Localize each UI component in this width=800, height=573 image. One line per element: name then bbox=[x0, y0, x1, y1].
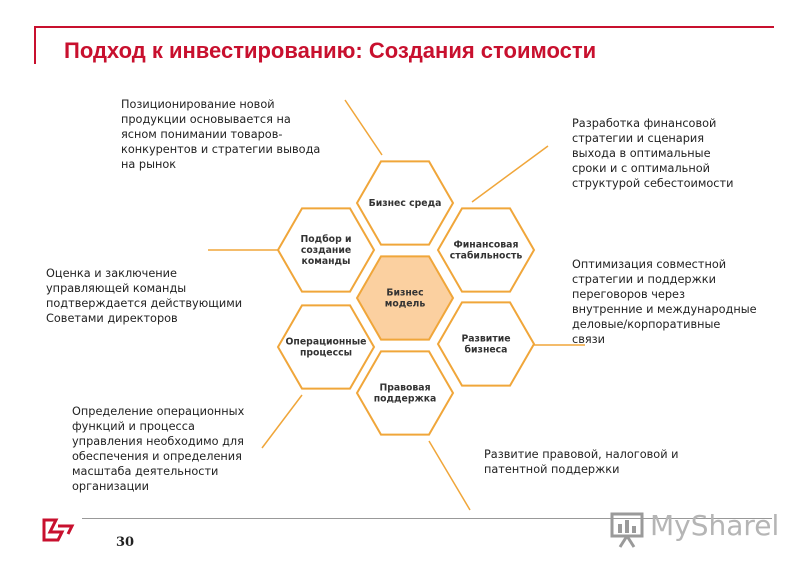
page-number: 30 bbox=[116, 535, 135, 550]
hexagon-cells bbox=[278, 161, 534, 434]
connector-line bbox=[429, 441, 470, 510]
hexagon-label-legal-support: Правовая поддержка bbox=[373, 382, 437, 405]
slide-title: Подход к инвестированию: Создания стоимости bbox=[64, 38, 597, 63]
company-logo-icon bbox=[40, 516, 76, 548]
note-positioning: Позиционирование новой продукции основывается на ясном понимании товаров- конкурентов и стратегии вывода на рынок bbox=[121, 98, 321, 171]
connector-line bbox=[345, 100, 382, 155]
connector-line bbox=[262, 395, 302, 448]
hexagon-label-team-selection: Подбор и создание команды bbox=[300, 234, 352, 267]
hexagon-label-operational-processes: Операционные процессы bbox=[285, 336, 367, 359]
note-optimization: Оптимизация совместной стратегии и поддержки переговоров через внутренние и международные деловые/корпоративные связи bbox=[572, 258, 757, 346]
hexagon-label-business-model: Бизнес модель bbox=[384, 287, 426, 310]
note-legal-development: Развитие правовой, налоговой и патентной поддержки bbox=[484, 448, 679, 476]
note-financial-strategy: Разработка финансовой стратегии и сценария выхода в оптимальные сроки и с оптимальной структурой себестоимости bbox=[572, 117, 734, 190]
note-operational-definition: Определение операционных функций и процесса управления необходимо для обеспечения и определения масштаба деятельности организации bbox=[72, 405, 245, 493]
watermark-text: MySharel bbox=[650, 509, 780, 542]
presentation-chart-icon bbox=[608, 510, 648, 550]
hexagon-label-business-development: Развитие бизнеса bbox=[461, 333, 511, 356]
hexagon-label-business-environment: Бизнес среда bbox=[368, 198, 442, 209]
note-team-assessment: Оценка и заключение управляющей команды подтверждается действующими Советами директоров bbox=[46, 267, 243, 325]
connector-line bbox=[472, 146, 548, 202]
hexagon-label-financial-stability: Финансовая стабильность bbox=[449, 239, 523, 262]
